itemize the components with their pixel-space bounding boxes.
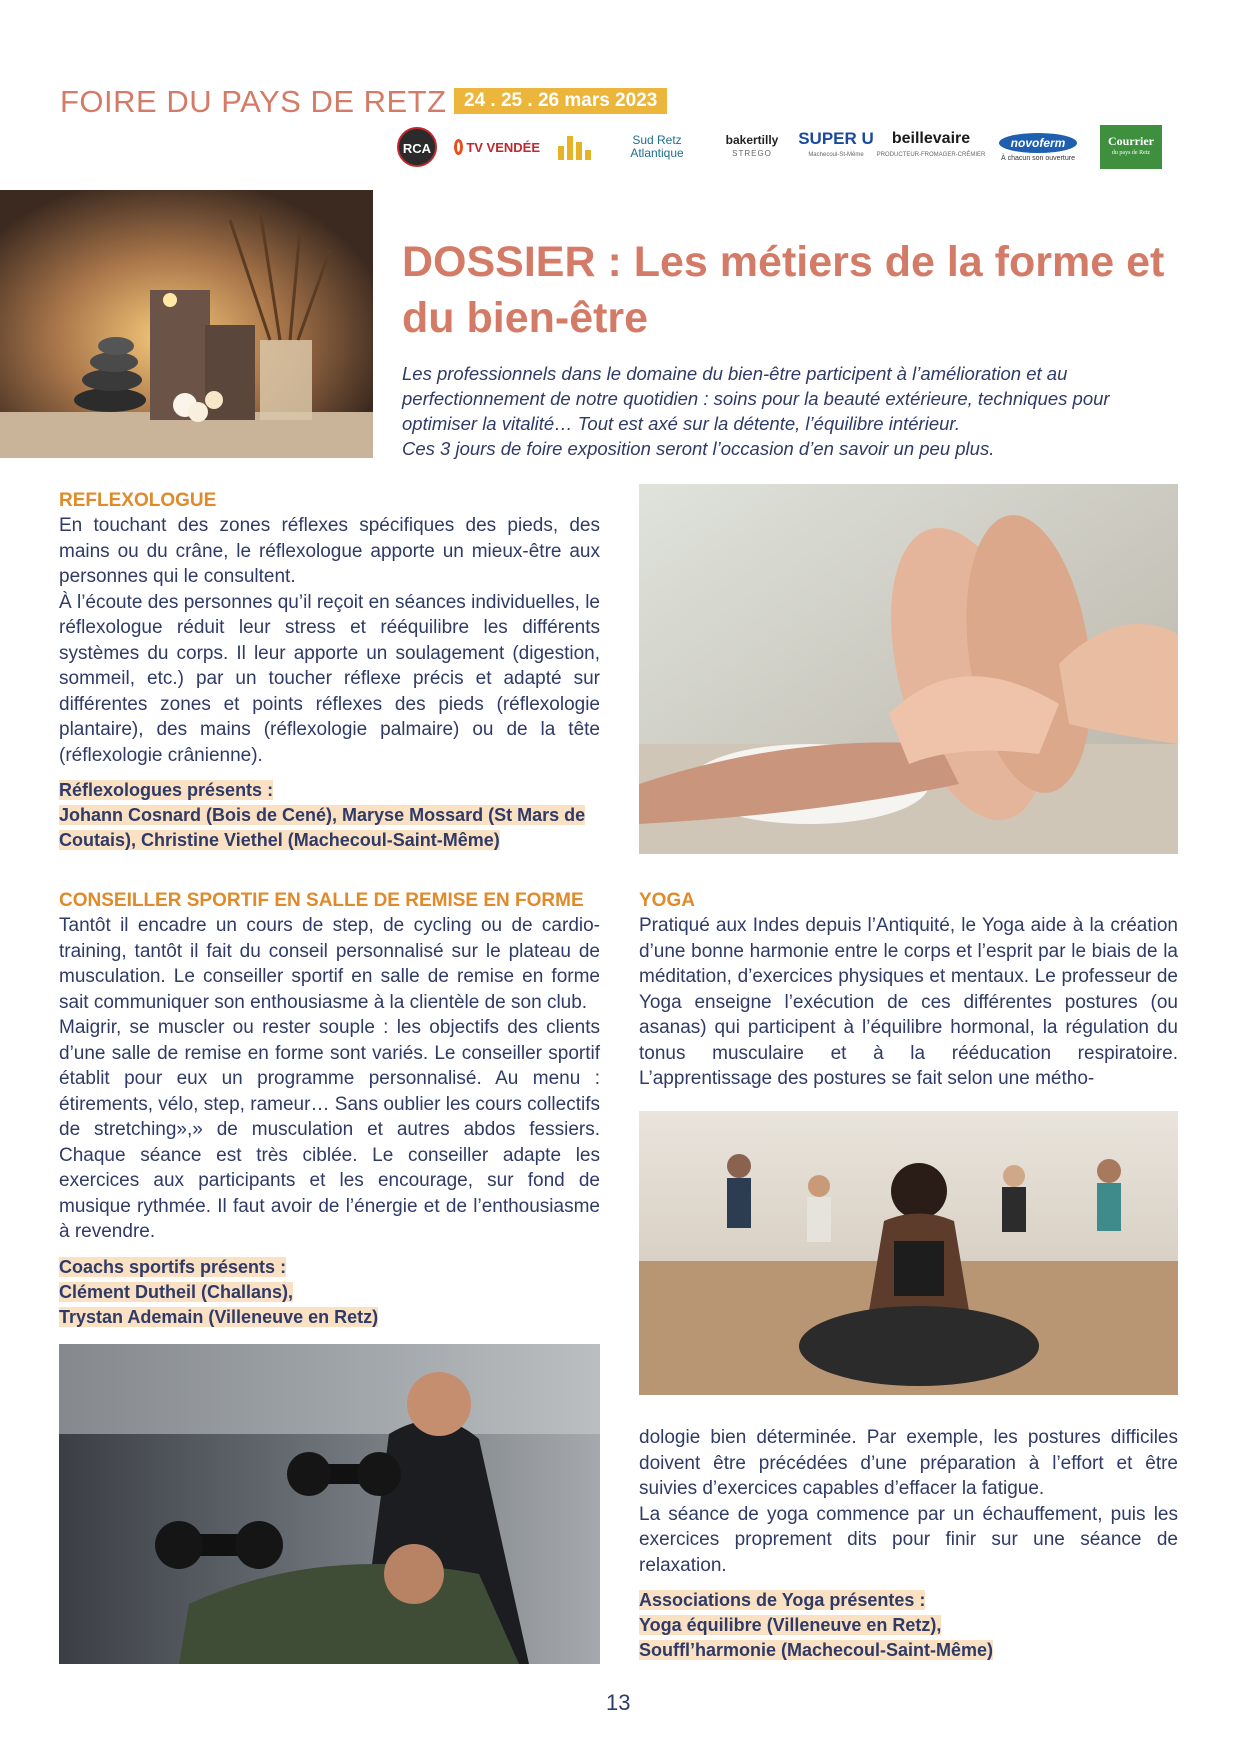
beillevaire-logo: beillevaire PRODUCTEUR-FROMAGER-CRÉMIER	[876, 130, 986, 158]
tv-vendee-logo: TV VENDÉE	[454, 125, 540, 169]
section-title: CONSEILLER SPORTIF EN SALLE DE REMISE EN FORME	[59, 890, 584, 911]
page-number: 13	[606, 1690, 631, 1715]
community-tower-logo	[548, 125, 600, 169]
section-body	[639, 913, 1178, 1092]
section-body	[59, 913, 600, 1245]
present-list	[59, 778, 600, 853]
paragraph: Pratiqué aux Indes depuis l’Antiquité, le Yoga aide à la création d’une bonne harmonie entre le corps et l’esprit par le biais de la méditation, d’exercices physiques et mentaux. Le professeur de Yoga enseigne l’exécution de ces différentes postures (ou asanas) qui participent à l’équilibre hormonal, la régulation du tonus musculaire et à la rééducation respiratoire. L’apprentissage des postures se fait selon une métho-	[639, 915, 1178, 1089]
fair-title: FOIRE DU PAYS DE RETZ	[60, 84, 447, 119]
paragraph: Maigrir, se muscler ou rester souple : les objectifs des clients d’une salle de remise en forme sont variés. Le conseiller sportif établit pour eux un programme personnalisé. Au menu : étirements, vélo, step, rameur… Sans oublier les cours collectifs de stretching»,» de musculation et autres abdos fessiers. Chaque séance est très ciblée. Le conseiller adapte les exercices aux participants et les encourage, sur fond de musique rythmée. Il faut avoir de l’énergie et de l’enthousiasme à revendre.	[59, 1017, 600, 1242]
super-u-logo: SUPER U Machecoul-St-Même	[798, 129, 874, 158]
dossier-title: DOSSIER : Les métiers de la forme et du bien-être	[402, 238, 1165, 342]
present-list	[639, 1588, 1178, 1663]
sponsor-logos	[396, 125, 1190, 169]
section-title: REFLEXOLOGUE	[59, 490, 217, 511]
sud-retz-atlantique-logo: Sud Retz Atlantique	[630, 133, 684, 160]
intro-paragraph: Ces 3 jours de foire exposition seront l’occasion d’en savoir un peu plus.	[402, 438, 995, 459]
fair-dates-badge: 24 . 25 . 26 mars 2023	[454, 88, 667, 114]
bakertilly-logo: bakertilly STREGO	[725, 133, 779, 158]
paragraph: Tantôt il encadre un cours de step, de cycling ou de cardio-training, tantôt il fait du conseil personnalisé sur le plateau de musculation. Le conseiller sportif en salle de remise en forme sait communiquer son enthousiasme à la clientèle de son club.	[59, 915, 600, 1013]
rca-logo: RCA	[396, 125, 438, 169]
novoferm-logo: novoferm À chacun son ouverture	[986, 125, 1090, 169]
present-name: Trystan Ademain (Villeneuve en Retz)	[59, 1306, 379, 1327]
present-name: Clément Dutheil (Challans),	[59, 1281, 294, 1302]
paragraph: À l’écoute des personnes qu’il reçoit en séances individuelles, le réflexologue réduit leur stress et rééquilibre les différents systèmes du corps. Il leur apporte un soulagement (digestion, sommeil, etc.) par un toucher réflexe précis et adapté sur différentes zones et points réflexes des pieds (réflexologie plantaire), des mains (réflexologie palmaire) ou de la tête (réflexologie crânienne).	[59, 591, 600, 766]
paragraph: dologie bien déterminée. Par exemple, les postures difficiles doivent être précédées d’une préparation à l’effort et être suivies d’exercices capables d’effacer la fatigue.	[639, 1427, 1178, 1499]
section-body	[639, 1425, 1178, 1578]
gym-photo	[59, 1344, 600, 1664]
spa-photo	[0, 190, 373, 458]
yoga-photo	[639, 1111, 1178, 1395]
dossier-intro	[402, 361, 1182, 461]
tower-icon	[558, 134, 591, 160]
paragraph: La séance de yoga commence par un échauffement, puis les exercices proprement dits pour finir sur une séance de relaxation.	[639, 1503, 1178, 1576]
present-title: Associations de Yoga présentes :	[639, 1590, 926, 1610]
present-name: Yoga équilibre (Villeneuve en Retz),	[639, 1615, 942, 1635]
yoga-section-continued	[639, 1425, 1178, 1663]
swirl-icon	[454, 139, 463, 155]
intro-paragraph: Les professionnels dans le domaine du bien-être participent à l’amélioration et au perfectionnement de notre quotidien : soins pour la beauté extérieure, techniques pour optimiser la vitalité… Tout est axé sur la détente, l’équilibre intérieur.	[402, 363, 1110, 434]
present-names: Johann Cosnard (Bois de Cené), Maryse Mossard (St Mars de Coutais), Christine Viethel (Machecoul-Saint-Même)	[59, 805, 586, 850]
present-name: Souffl’harmonie (Machecoul-Saint-Même)	[639, 1640, 994, 1660]
conseiller-section	[59, 888, 600, 1330]
paragraph: En touchant des zones réflexes spécifiques des pieds, des mains ou du crâne, le réflexologue apporte un mieux-être aux personnes qui le consultent.	[59, 515, 600, 587]
reflexology-photo	[639, 484, 1178, 854]
courrier-logo: Courrier du pays de Retz	[1100, 125, 1162, 169]
present-title: Coachs sportifs présents :	[59, 1256, 287, 1277]
present-title: Réflexologues présents :	[59, 780, 274, 800]
reflexologue-section	[59, 488, 600, 853]
section-title: YOGA	[639, 890, 695, 911]
section-body	[59, 513, 600, 768]
yoga-section	[639, 888, 1178, 1092]
present-list	[59, 1255, 600, 1330]
